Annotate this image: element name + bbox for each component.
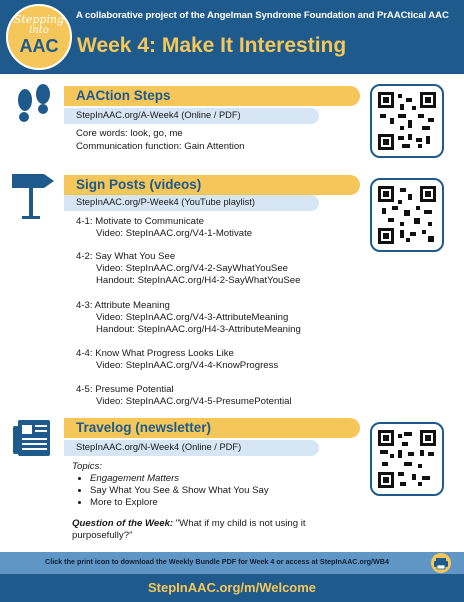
section-aaction-steps-header — [64, 86, 360, 106]
topics-label: Topics: — [72, 461, 103, 472]
video-4-1-heading: 4-1: Motivate to Communicate — [76, 216, 204, 227]
footer-url[interactable]: StepInAAC.org/m/Welcome — [147, 580, 317, 595]
section-title: Travelog (newsletter) — [76, 420, 212, 435]
qr-code-travelog[interactable] — [370, 422, 444, 496]
video-4-2-link[interactable]: Video: StepInAAC.org/V4-2-SayWhatYouSee — [96, 263, 288, 274]
page-footer — [0, 574, 464, 602]
list-item: • Say What You See & Show What You Say — [90, 485, 269, 497]
video-4-5-heading: 4-5: Presume Potential — [76, 384, 174, 395]
video-4-3-link[interactable]: Video: StepInAAC.org/V4-3-AttributeMeaning — [96, 312, 289, 323]
download-note: Click the print icon to download the Weekly Bundle PDF for Week 4 or access at StepInAAC.org/WB4 — [45, 557, 389, 566]
qr-code-icon — [378, 186, 436, 244]
qr-code-icon — [378, 430, 436, 488]
video-4-5-link[interactable]: Video: StepInAAC.org/V4-5-PresumePotential — [96, 396, 292, 407]
link-text[interactable]: StepInAAC.org/N-Week4 (Online / PDF) — [76, 442, 242, 452]
video-4-1-link[interactable]: Video: StepInAAC.org/V4-1-Motivate — [96, 228, 253, 239]
signpost-icon — [10, 170, 56, 220]
question-of-the-week — [72, 518, 306, 530]
qotw-label: Question of the Week: — [72, 518, 174, 529]
video-4-4-link[interactable]: Video: StepInAAC.org/V4-4-KnowProgress — [96, 360, 279, 371]
video-4-3-heading: 4-3: Attribute Meaning — [76, 300, 170, 311]
print-icon[interactable] — [426, 552, 456, 574]
tagline: A collaborative project of the Angelman Syndrome Foundation and PrAACtical AAC — [76, 10, 449, 21]
link-text[interactable]: StepInAAC.org/A-Week4 (Online / PDF) — [76, 110, 241, 120]
qotw-text-continued: purposefully?" — [72, 530, 133, 541]
section-sign-posts-link[interactable] — [64, 195, 319, 211]
page-header — [0, 0, 464, 74]
qr-code-sign-posts[interactable] — [370, 178, 444, 252]
section-travelog-header — [64, 418, 360, 438]
handout-4-3-link[interactable]: Handout: StepInAAC.org/H4-3-AttributeMeaning — [96, 324, 301, 335]
topics-list — [78, 473, 269, 509]
page-title: Week 4: Make It Interesting — [77, 34, 347, 57]
qr-code-aaction-steps[interactable] — [370, 84, 444, 158]
newspaper-icon — [12, 418, 52, 458]
section-title: AACtion Steps — [76, 88, 171, 103]
download-bar — [0, 552, 464, 574]
communication-function-text: Communication function: Gain Attention — [76, 141, 245, 152]
list-item: • More to Explore — [90, 497, 269, 509]
logo-text-1: Stepping — [13, 13, 65, 26]
logo-text-3: AAC — [19, 36, 59, 56]
logo-text-2: into — [29, 25, 49, 36]
section-sign-posts-header — [64, 175, 360, 195]
list-item: • Engagement Matters — [90, 473, 269, 485]
link-text[interactable]: StepInAAC.org/P-Week4 (YouTube playlist) — [76, 197, 255, 207]
qotw-text: "What if my child is not using it — [173, 518, 306, 529]
section-travelog-link[interactable] — [64, 440, 319, 456]
video-4-2-heading: 4-2: Say What You See — [76, 251, 176, 262]
handout-4-2-link[interactable]: Handout: StepInAAC.org/H4-2-SayWhatYouSee — [96, 275, 301, 286]
section-title: Sign Posts (videos) — [76, 177, 202, 192]
stepping-into-aac-logo — [6, 4, 72, 70]
video-4-4-heading: 4-4: Know What Progress Looks Like — [76, 348, 234, 359]
section-aaction-steps-link[interactable] — [64, 108, 319, 124]
core-words-text: Core words: look, go, me — [76, 128, 183, 139]
qr-code-icon — [378, 92, 436, 150]
footprints-icon — [14, 82, 54, 126]
